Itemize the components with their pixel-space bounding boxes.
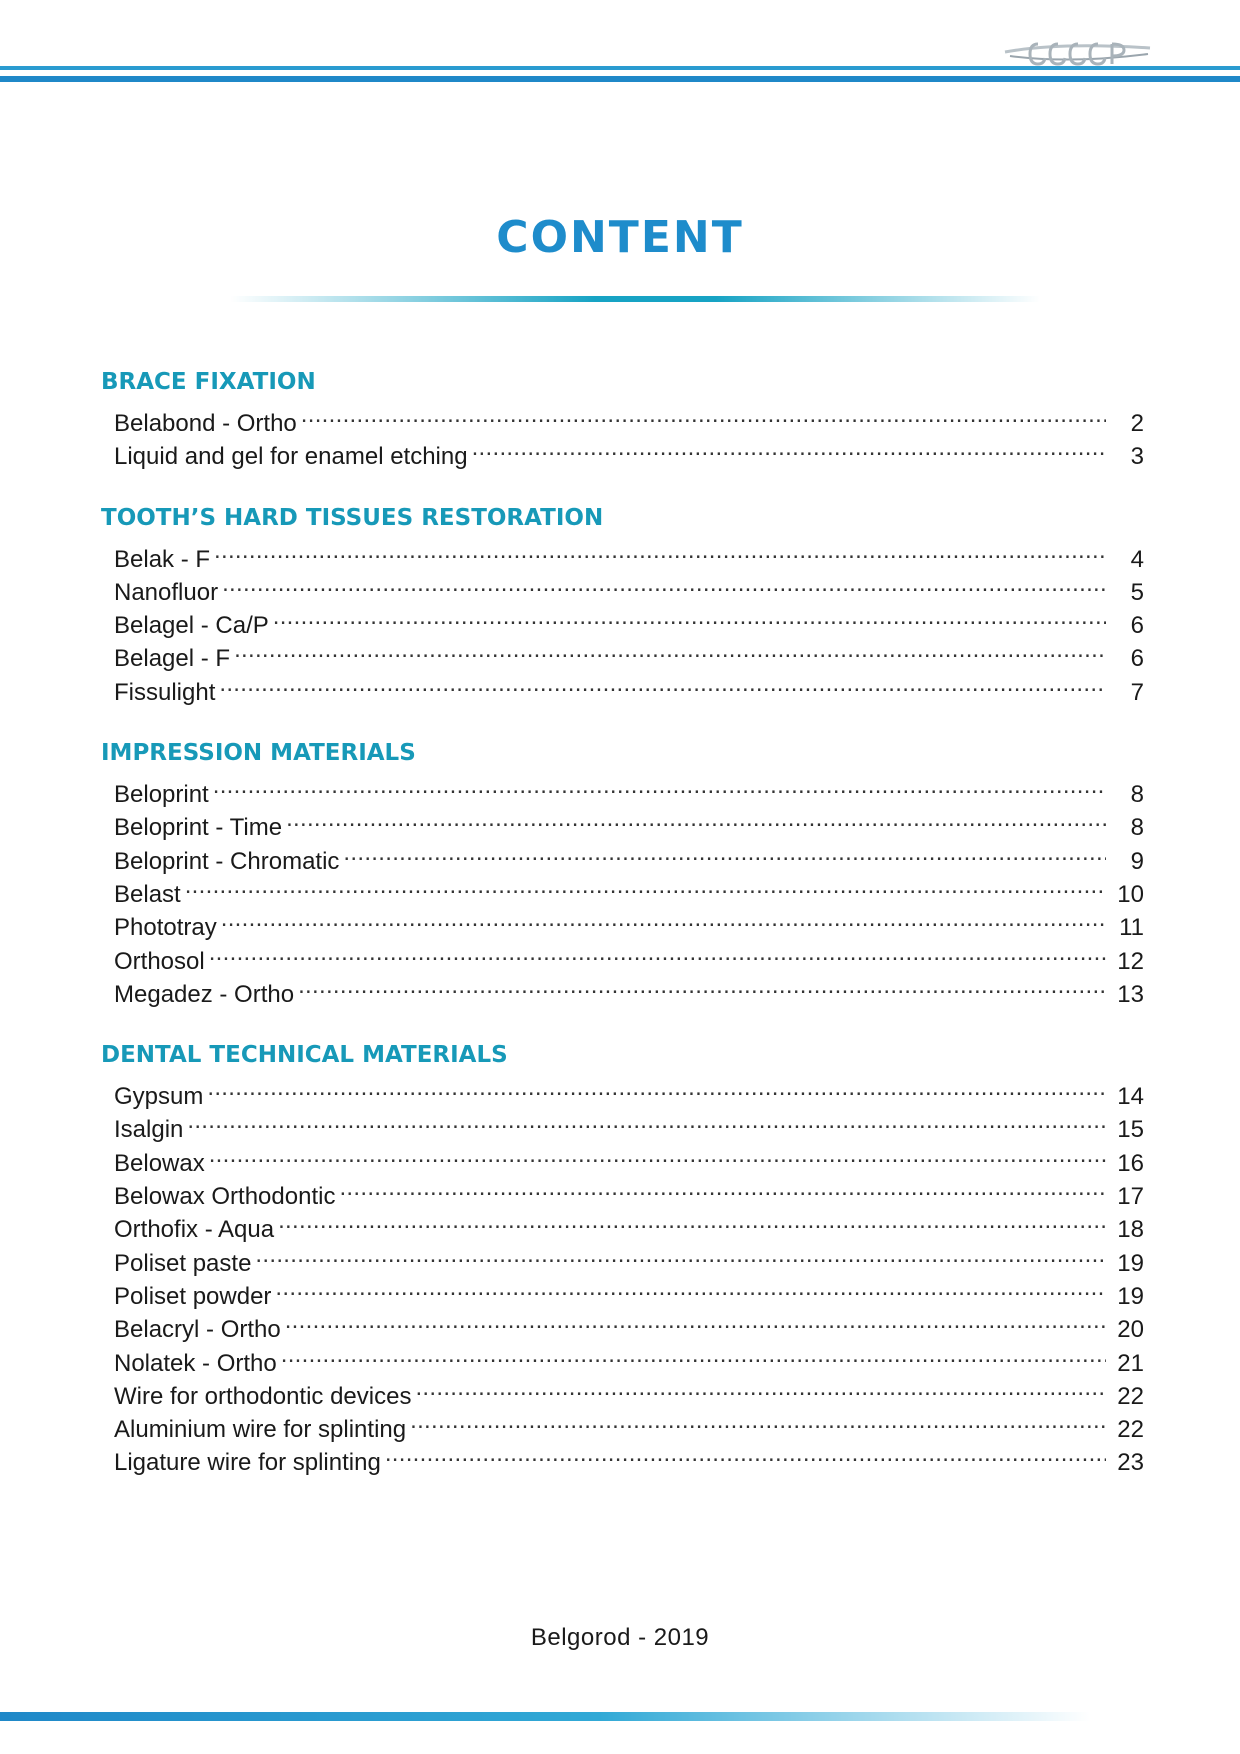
dot-leader <box>410 1404 1106 1437</box>
toc-entry[interactable] <box>100 769 1144 809</box>
dot-leader <box>209 936 1106 969</box>
entry-label: Beloprint <box>114 781 209 809</box>
entry-page: 12 <box>1117 947 1144 975</box>
entry-label: Belagel - F <box>114 645 231 673</box>
dot-leader <box>339 1171 1106 1204</box>
dot-leader <box>221 902 1106 935</box>
entry-page: 10 <box>1117 880 1144 908</box>
toc-entry[interactable] <box>100 869 1144 908</box>
entry-label: Gypsum <box>114 1083 204 1111</box>
dot-leader <box>219 667 1106 700</box>
section-title: BRACE FIXATION <box>101 369 316 395</box>
dot-leader <box>214 534 1106 567</box>
entry-label: Beloprint - Time <box>114 814 283 842</box>
toc-entry[interactable] <box>100 534 1144 573</box>
entry-page: 13 <box>1117 980 1144 1008</box>
toc-entry[interactable] <box>100 633 1144 673</box>
title-underline <box>230 296 1040 302</box>
dot-leader <box>275 1271 1106 1304</box>
dot-leader <box>281 1338 1106 1371</box>
entry-page: 4 <box>1130 545 1144 573</box>
entry-page: 18 <box>1117 1216 1144 1244</box>
entry-label: Belowax Orthodontic <box>114 1183 336 1211</box>
footer-text: Belgorod - 2019 <box>530 1624 710 1651</box>
toc-entry[interactable] <box>100 802 1144 842</box>
entry-label: Fissulight <box>114 678 216 706</box>
entry-page: 22 <box>1117 1416 1144 1444</box>
entry-label: Poliset paste <box>114 1249 252 1277</box>
entry-label: Poliset powder <box>114 1282 272 1310</box>
toc-section <box>100 362 1144 471</box>
dot-leader <box>385 1437 1106 1470</box>
entry-page: 23 <box>1117 1449 1144 1477</box>
entry-label: Belagel - Ca/P <box>114 612 269 640</box>
entry-page: 20 <box>1117 1316 1144 1344</box>
header-rule-thick <box>0 76 1240 82</box>
entry-page: 9 <box>1130 847 1144 875</box>
entry-label: Orthofix - Aqua <box>114 1216 275 1244</box>
entry-label: Orthosol <box>114 947 205 975</box>
entry-page: 8 <box>1130 781 1144 809</box>
dot-leader <box>207 1071 1106 1104</box>
entry-page: 2 <box>1130 410 1144 437</box>
table-of-contents <box>100 362 1144 1504</box>
toc-entry[interactable] <box>100 1138 1144 1177</box>
entry-page: 17 <box>1117 1183 1144 1211</box>
dot-leader <box>298 969 1106 1002</box>
toc-section <box>100 498 1144 706</box>
section-title: IMPRESSION MATERIALS <box>101 740 416 767</box>
entry-page: 21 <box>1117 1349 1144 1377</box>
entry-page: 15 <box>1117 1116 1144 1144</box>
entry-page: 3 <box>1130 443 1144 471</box>
company-logo-icon <box>1000 24 1160 74</box>
dot-leader <box>415 1371 1106 1404</box>
dot-leader <box>209 1138 1106 1171</box>
dot-leader <box>234 633 1106 666</box>
entry-label: Nolatek - Ortho <box>114 1349 277 1377</box>
dot-leader <box>255 1238 1106 1271</box>
entry-page: 19 <box>1117 1282 1144 1310</box>
toc-entry[interactable] <box>100 969 1144 1008</box>
toc-section <box>100 733 1144 1008</box>
entry-label: Beloprint - Chromatic <box>114 847 340 875</box>
entry-label: Isalgin <box>114 1116 184 1144</box>
dot-leader <box>278 1204 1106 1237</box>
entry-label: Belabond - Ortho <box>114 410 297 437</box>
entry-page: 16 <box>1117 1149 1144 1177</box>
footer-rule <box>0 1712 1090 1721</box>
entry-page: 14 <box>1117 1083 1144 1111</box>
entry-page: 19 <box>1117 1249 1144 1277</box>
toc-entry[interactable] <box>100 1104 1144 1144</box>
dot-leader <box>286 802 1106 835</box>
entry-page: 11 <box>1119 914 1144 942</box>
section-title: DENTAL TECHNICAL MATERIALS <box>101 1042 508 1069</box>
toc-entry[interactable] <box>100 1171 1144 1211</box>
toc-entry[interactable] <box>100 567 1144 606</box>
toc-entry[interactable] <box>100 936 1144 975</box>
page-title: CONTENT <box>496 212 744 263</box>
entry-page: 6 <box>1130 612 1144 640</box>
toc-section <box>100 1035 1144 1477</box>
toc-entry[interactable] <box>100 902 1144 942</box>
entry-label: Ligature wire for splinting <box>114 1449 381 1477</box>
entry-page: 8 <box>1130 814 1144 842</box>
entry-label: Liquid and gel for enamel etching <box>114 443 468 471</box>
toc-entry[interactable] <box>100 667 1144 706</box>
toc-entry[interactable] <box>100 1271 1144 1310</box>
entry-page: 6 <box>1130 645 1144 673</box>
dot-leader <box>472 431 1106 464</box>
entry-label: Belowax <box>114 1149 205 1177</box>
entry-label: Belak - F <box>114 545 211 573</box>
entry-label: Aluminium wire for splinting <box>114 1416 407 1444</box>
dot-leader <box>343 836 1106 869</box>
dot-leader <box>185 869 1106 902</box>
toc-entry[interactable] <box>100 398 1144 437</box>
section-title: TOOTH’S HARD TISSUES RESTORATION <box>101 504 604 531</box>
toc-entry[interactable] <box>100 1238 1144 1277</box>
dot-leader <box>222 567 1106 600</box>
dot-leader <box>301 398 1106 431</box>
dot-leader <box>273 600 1106 633</box>
entry-label: Wire for orthodontic devices <box>114 1382 412 1410</box>
entry-label: Megadez - Ortho <box>114 980 295 1008</box>
entry-label: Phototray <box>114 914 217 942</box>
toc-entry[interactable] <box>100 600 1144 640</box>
dot-leader <box>187 1104 1106 1137</box>
entry-page: 22 <box>1117 1382 1144 1410</box>
dot-leader <box>285 1304 1106 1337</box>
entry-label: Nanofluor <box>114 578 219 606</box>
dot-leader <box>213 769 1106 802</box>
entry-page: 7 <box>1130 678 1144 706</box>
entry-label: Belast <box>114 880 181 908</box>
entry-page: 5 <box>1130 578 1144 606</box>
entry-label: Belacryl - Ortho <box>114 1316 281 1344</box>
toc-entry[interactable] <box>100 1071 1144 1111</box>
